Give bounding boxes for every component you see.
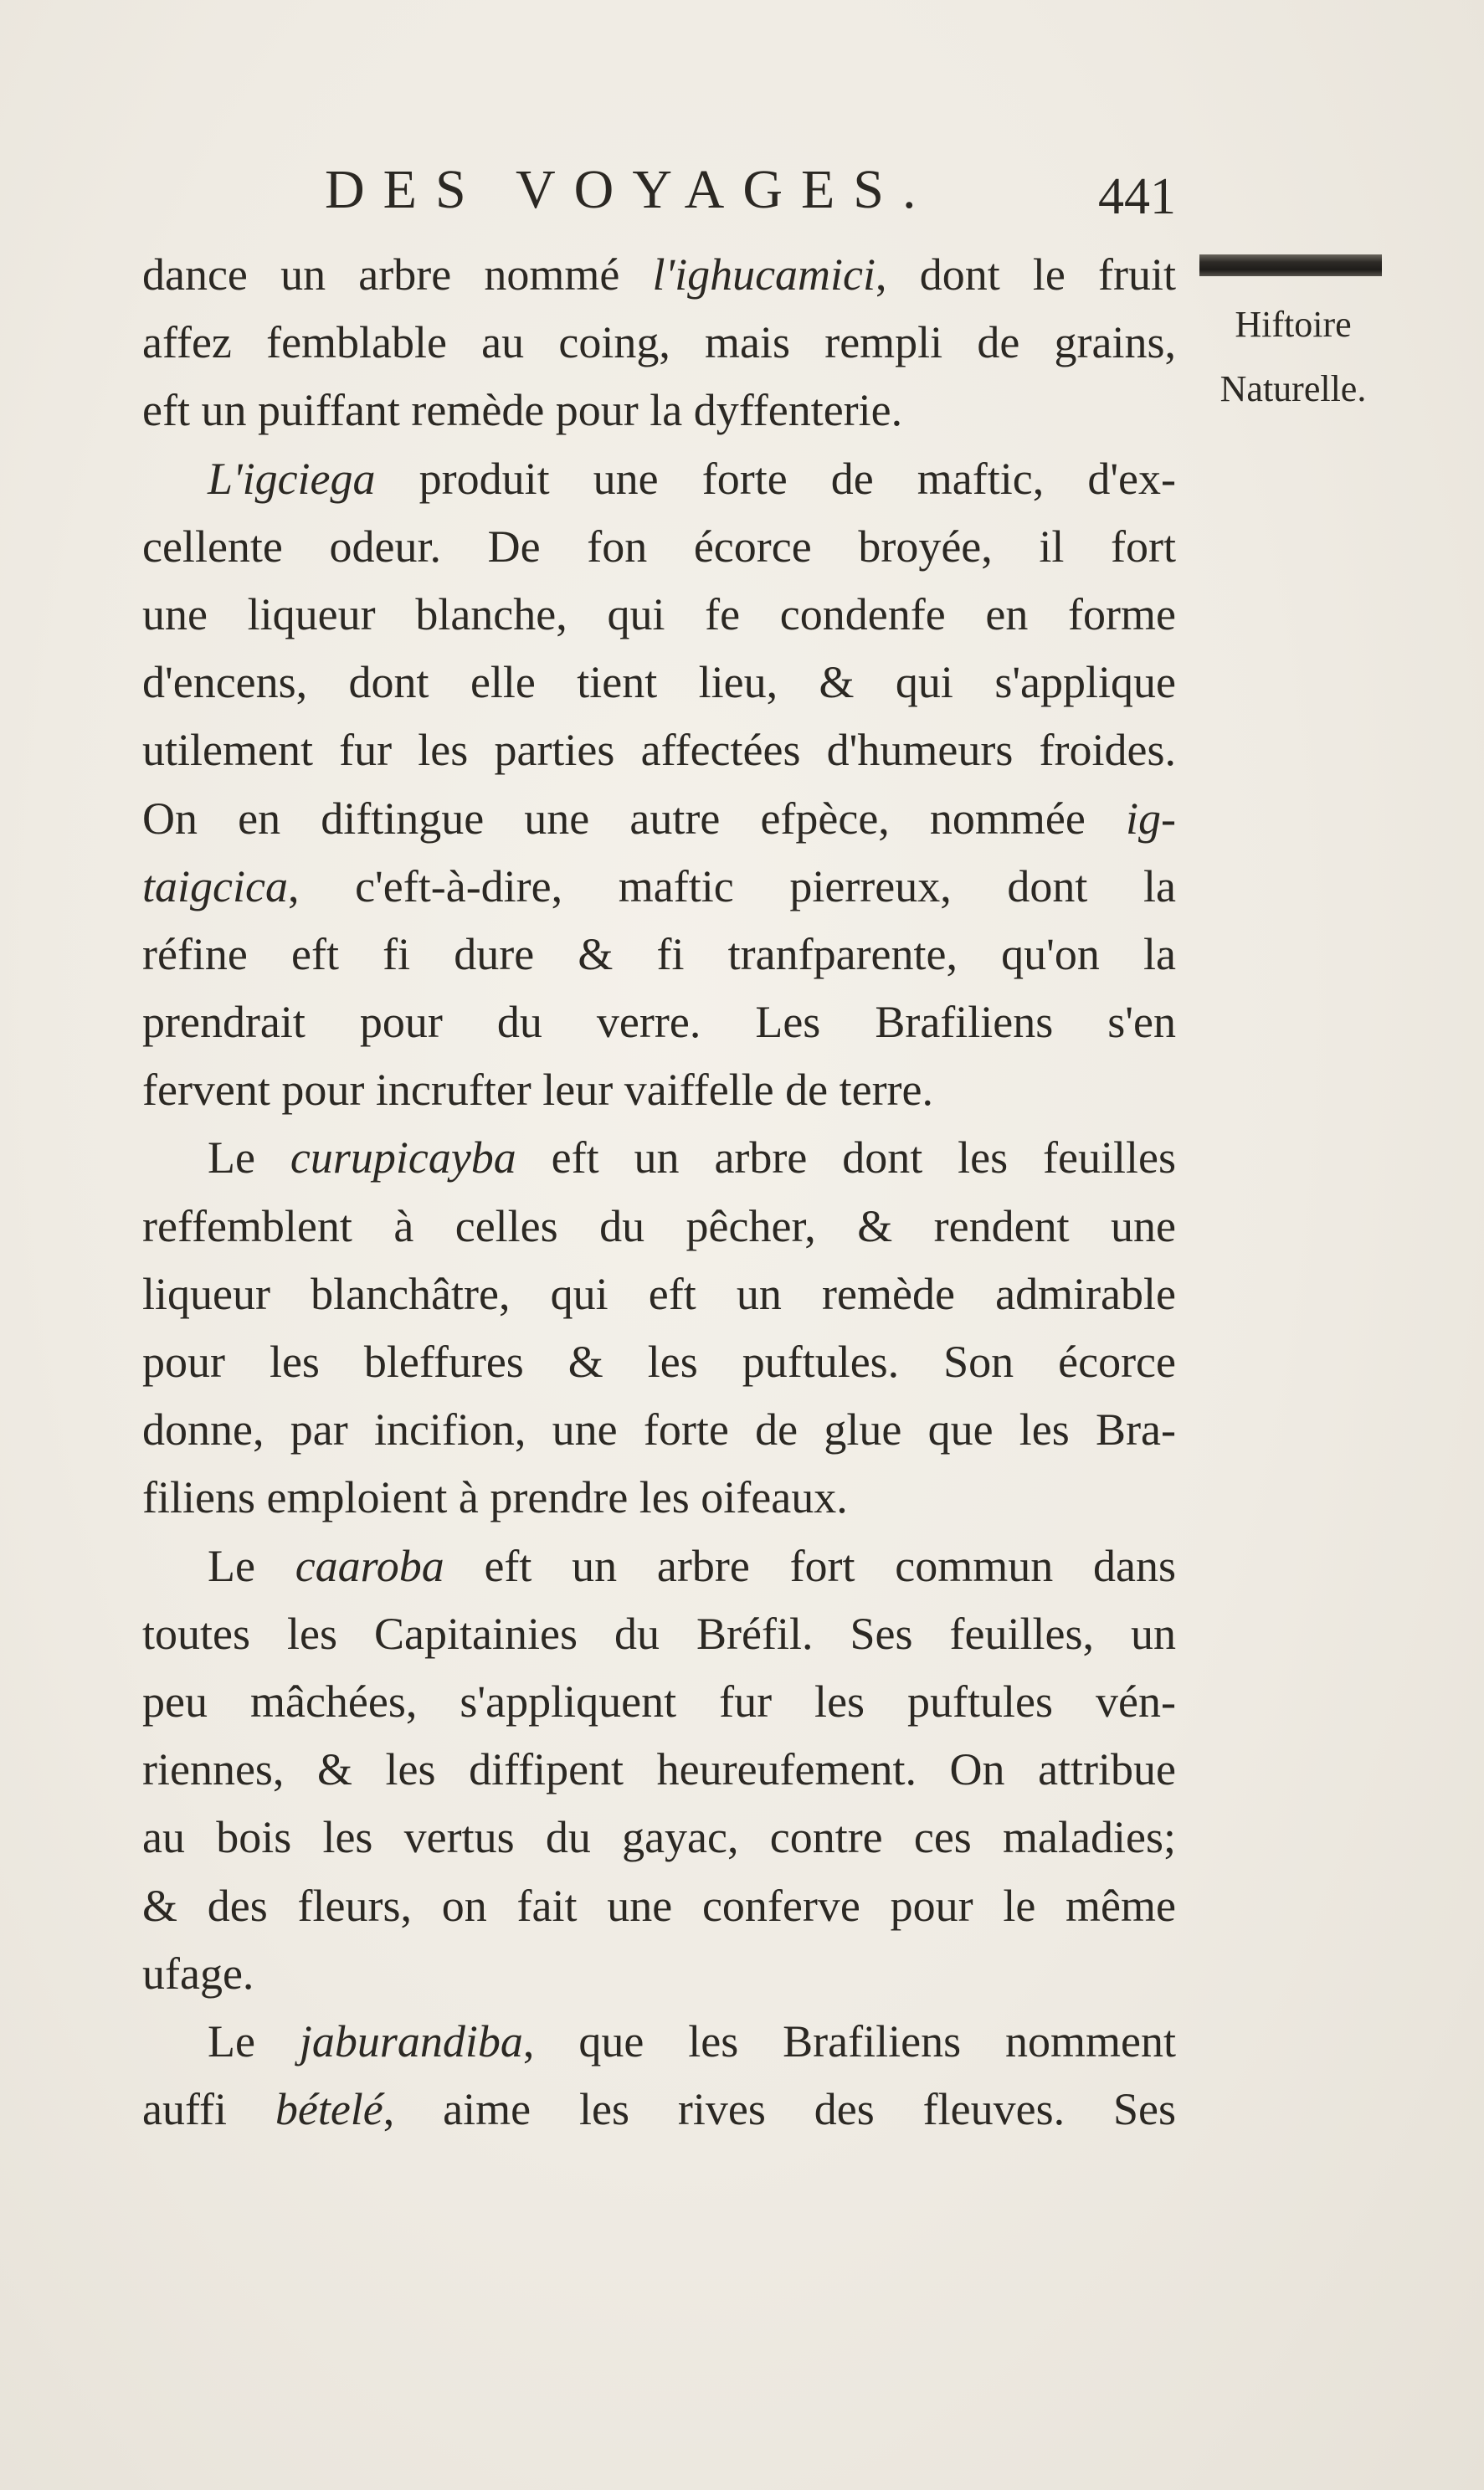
page-header [142, 152, 1176, 228]
text-italic: l'ighucamici [652, 249, 876, 300]
page-number: 441 [1098, 168, 1176, 225]
text-line-3 [142, 377, 1176, 444]
text-roman: , c'eft-à-dire, maftic pierreux, dont la [287, 860, 1176, 911]
text-roman: dance un arbre nommé [142, 249, 653, 300]
text-roman: peu mâchées, s'appliquent fur les puftules vén- [142, 1676, 1176, 1727]
text-line-11 [142, 921, 1176, 988]
text-line-14 [142, 1124, 1176, 1192]
text-roman: donne, par incifion, une forte de glue que les Bra- [142, 1404, 1176, 1455]
text-line-20 [142, 1533, 1176, 1600]
text-line-10 [142, 853, 1176, 921]
text-italic: jaburandiba [299, 2015, 523, 2066]
text-roman: eft un puiffant remède pour la dyffenterie. [142, 385, 903, 436]
text-roman: filiens emploient à prendre les oifeaux. [142, 1472, 848, 1523]
text-line-9 [142, 785, 1176, 853]
text-line-1 [142, 241, 1176, 309]
text-line-21 [142, 1600, 1176, 1668]
margin-note-line-2: Naturelle. [1220, 368, 1367, 409]
text-roman: riennes, & les diffipent heureufement. On attribue [142, 1744, 1176, 1795]
text-line-12 [142, 988, 1176, 1056]
margin-note-line-1: Hiftoire [1235, 304, 1352, 345]
text-italic: ig- [1126, 793, 1176, 844]
text-roman: fervent pour incrufter leur vaiffelle de terre. [142, 1065, 933, 1116]
text-italic: taigcica [142, 860, 288, 911]
text-line-7 [142, 649, 1176, 716]
text-roman: une liqueur blanche, qui fe condenfe en forme [142, 588, 1176, 639]
text-roman: liqueur blanchâtre, qui eft un remède admirable [142, 1268, 1176, 1319]
text-line-19 [142, 1464, 1176, 1532]
text-line-18 [142, 1396, 1176, 1464]
running-title: DES VOYAGES. [325, 159, 935, 220]
text-roman: ufage. [142, 1948, 254, 1999]
text-line-16 [142, 1260, 1176, 1328]
text-line-23 [142, 1736, 1176, 1804]
text-line-8 [142, 716, 1176, 784]
text-roman: utilement fur les parties affectées d'humeurs froides. [142, 725, 1176, 776]
text-italic: bételé [275, 2084, 383, 2135]
text-roman: On en diftingue une autre efpèce, nommée [142, 793, 1126, 844]
text-line-27 [142, 2008, 1176, 2076]
text-italic: curupicayba [290, 1132, 516, 1183]
text-line-28 [142, 2076, 1176, 2143]
text-roman: au bois les vertus du gayac, contre ces maladies; [142, 1812, 1176, 1863]
text-roman: auffi [142, 2084, 275, 2135]
text-roman: Le [208, 1132, 290, 1183]
text-roman: prendrait pour du verre. Les Brafiliens s'en [142, 997, 1176, 1048]
text-roman: , aime les rives des fleuves. Ses [383, 2084, 1176, 2135]
text-roman: reffemblent à celles du pêcher, & rendent une [142, 1200, 1176, 1251]
text-line-25 [142, 1872, 1176, 1940]
text-roman: , dont le fruit [876, 249, 1177, 300]
text-line-13 [142, 1056, 1176, 1124]
text-line-22 [142, 1668, 1176, 1736]
text-line-15 [142, 1193, 1176, 1260]
text-line-2 [142, 309, 1176, 377]
text-line-4 [142, 445, 1176, 513]
margin-rule [1199, 254, 1382, 276]
text-roman: d'encens, dont elle tient lieu, & qui s'applique [142, 657, 1176, 708]
text-line-6 [142, 581, 1176, 649]
text-roman: réfine eft fi dure & fi tranfparente, qu'on la [142, 928, 1176, 979]
text-roman: , que les Brafiliens nomment [522, 2015, 1177, 2066]
text-roman: toutes les Capitainies du Bréfil. Ses feuilles, un [142, 1608, 1176, 1659]
text-roman: pour les bleffures & les puftules. Son écorce [142, 1337, 1176, 1387]
text-line-5 [142, 513, 1176, 581]
text-line-17 [142, 1328, 1176, 1396]
text-italic: L'igciega [208, 453, 376, 504]
text-roman: affez femblable au coing, mais rempli de grains, [142, 317, 1176, 368]
body-text [142, 241, 1176, 2143]
text-italic: caaroba [295, 1540, 444, 1591]
text-roman: cellente odeur. De fon écorce broyée, il fort [142, 521, 1176, 572]
text-line-24 [142, 1804, 1176, 1871]
text-roman: eft un arbre fort commun dans [444, 1540, 1177, 1591]
text-roman: Le [208, 2015, 300, 2066]
text-roman: & des fleurs, on fait une conferve pour le même [142, 1880, 1176, 1931]
text-roman: produit une forte de maftic, d'ex- [375, 453, 1176, 504]
text-roman: Le [208, 1540, 295, 1591]
text-roman: eft un arbre dont les feuilles [516, 1132, 1176, 1183]
text-line-26 [142, 1940, 1176, 2008]
